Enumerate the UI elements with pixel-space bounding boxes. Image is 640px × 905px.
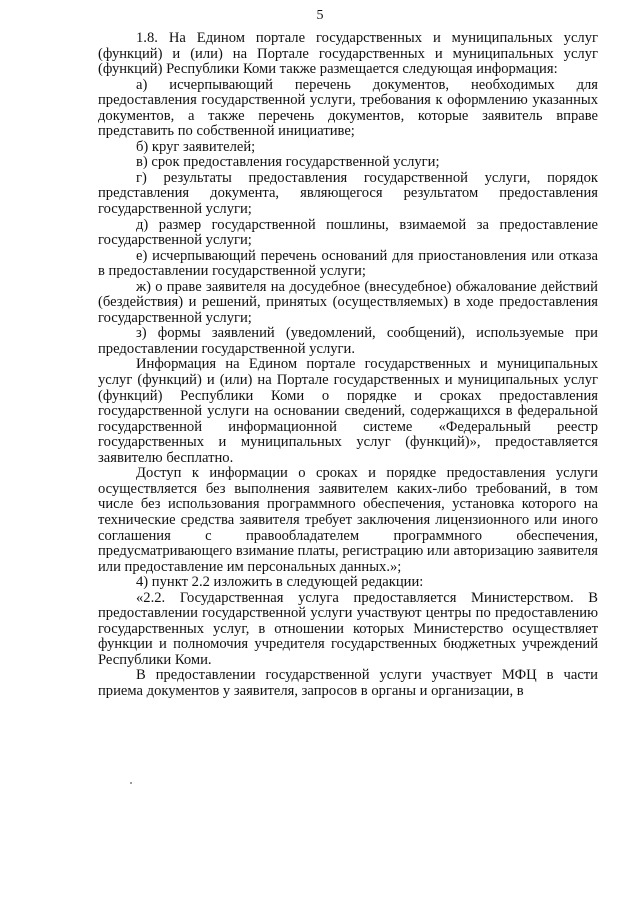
paragraph: ж) о праве заявителя на досудебное (внесудебное) обжалование действий (бездействия) и решений, принятых (осуществляемых) в ходе предоставления государственной услуги;	[98, 278, 598, 326]
document-body	[98, 31, 598, 700]
paragraph: з) формы заявлений (уведомлений, сообщений), используемые при предоставлении государственной услуги.	[98, 325, 598, 357]
paragraph: «2.2. Государственная услуга предоставляется Министерством. В предоставлении государственной услуги участвуют центры по предоставлению государственных услуг, в отношении которых Министерство осуществляет функции и полномочия учредителя государственных бюджетных учреждений Республики Коми.	[98, 589, 598, 668]
paragraph: е) исчерпывающий перечень оснований для приостановления или отказа в предоставлении государственной услуги;	[98, 247, 598, 280]
paragraph: г) результаты предоставления государственной услуги, порядок представления документа, являющегося результатом предоставления государственной услуги;	[98, 169, 598, 218]
paragraph: а) исчерпывающий перечень документов, необходимых для предоставления государственной услуги, требования к оформлению указанных документов, а также перечень документов, которые заявитель вправе представить по собственной инициативе;	[98, 76, 598, 140]
page-number: 5	[316, 8, 324, 23]
scan-speck	[130, 782, 132, 784]
paragraph: Информация на Едином портале государственных и муниципальных услуг (функций) и (или) на Портале государственных и муниципальных услуг (функций) Республики Коми о порядке и сроках предоставления государственной услуги на основании сведений, содержащихся в федеральной государственной информационной системе «Федеральный реестр государственных и муниципальных услуг (функций)», предоставляется заявителю бесплатно.	[98, 356, 598, 466]
paragraph: д) размер государственной пошлины, взимаемой за предоставление государственной услуги;	[98, 216, 598, 249]
paragraph: 4) пункт 2.2 изложить в следующей редакции:	[136, 574, 424, 591]
paragraph: В предоставлении государственной услуги участвует МФЦ в части приема документов у заявителя, запросов в органы и организации, в	[98, 667, 598, 699]
paragraph: 1.8. На Едином портале государственных и муниципальных услуг (функций) и (или) на Портале государственных и муниципальных услуг (функций) Республики Коми также размещается следующая информация:	[98, 30, 598, 78]
paragraph: б) круг заявителей;	[136, 138, 256, 155]
paragraph: Доступ к информации о сроках и порядке предоставления услуги осуществляется без выполнения заявителем каких-либо требований, в том числе без использования программного обеспечения, установка которого на технические средства заявителя требует заключения лицензионного или иного соглашения с правообладателем программного обеспечения, предусматривающего взимание платы, регистрацию или авторизацию заявителя или предоставление им персональных данных.»;	[98, 465, 598, 575]
paragraph: в) срок предоставления государственной услуги;	[136, 154, 440, 171]
